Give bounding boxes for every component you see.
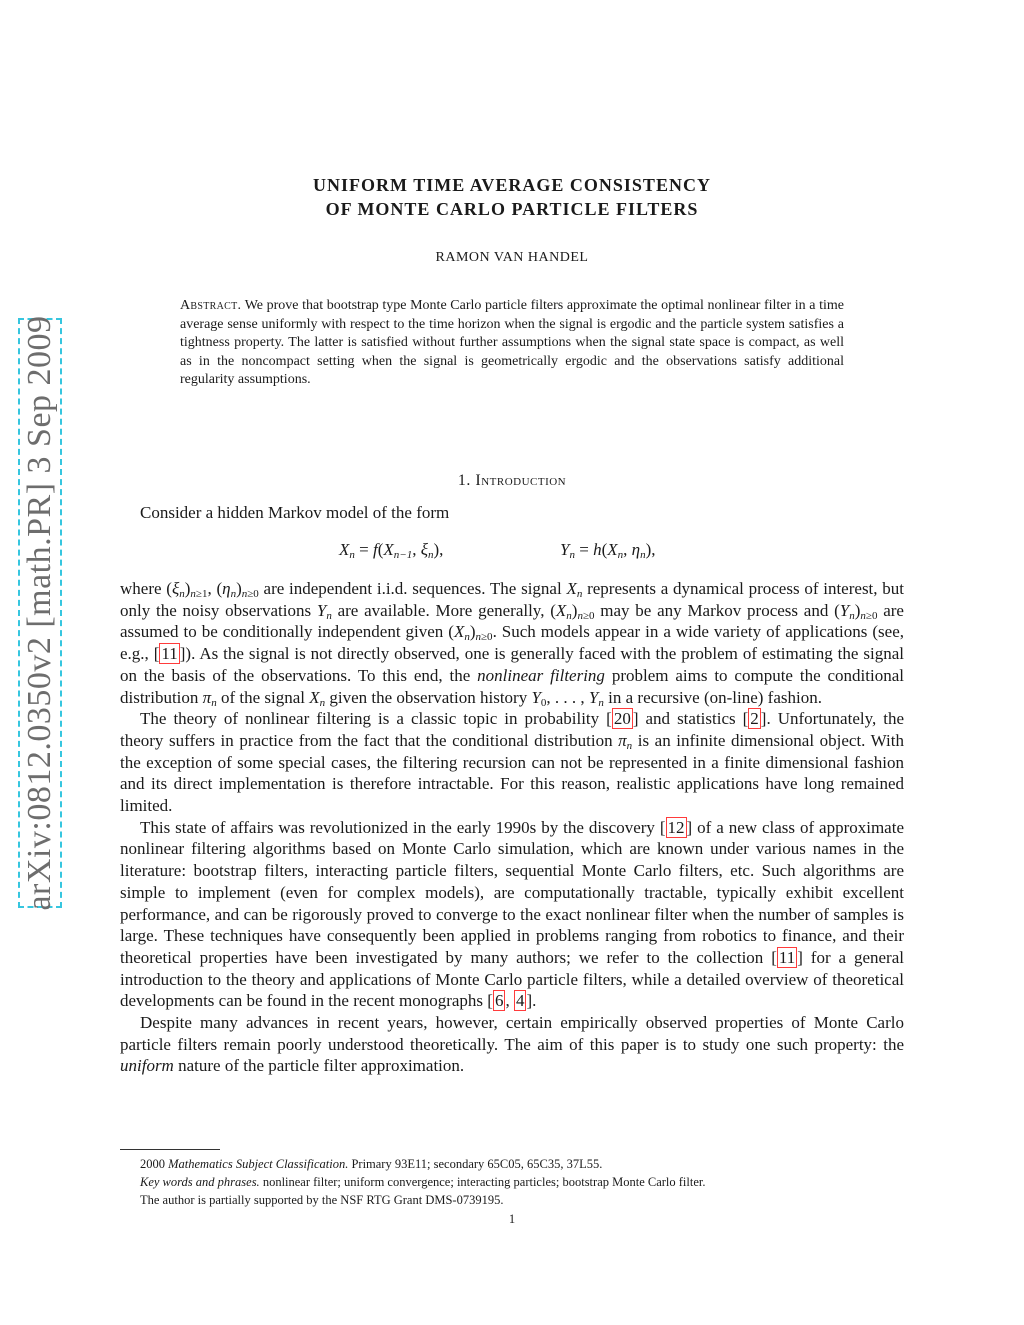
abstract: [180, 297, 844, 390]
citation-link[interactable]: 11: [161, 644, 178, 664]
paragraph: Despite many advances in recent years, however, certain empirically observed properties of Monte Carlo particle filters remain poorly understood theoretically. The aim of this paper is to study one such property: the uniform nature of the particle filter approximation.: [120, 1013, 904, 1076]
citation-link[interactable]: 11: [778, 947, 796, 967]
arxiv-stamp: [18, 315, 62, 911]
paper-title-line1: UNIFORM TIME AVERAGE CONSISTENCY: [313, 175, 711, 195]
footnotes: [140, 1155, 910, 1209]
paragraph: This state of affairs was revolutionized in the early 1990s by the discovery [ 12 ] of a new class of approximate nonlinear filtering algorithms based on Monte Carlo simulation, which are known under various names in the literature: bootstrap filters, interacting particle filters, sequential Monte Carlo filters, etc. Such algorithms are simple to implement (even for complex models), are computationally tractable, typically exhibit excellent performance, and can be rigorously proved to converge to the exact nonlinear filter when the number of samples is large. These techniques have consequently been applied in problems ranging from robotics to finance, and their theoretical properties have been investigated by many authors; we refer to the collection [ 11 ] for a general introduction to the theory and applications of Monte Carlo particle filters, while a detailed overview of theoretical developments can be found in the recent monographs [ 6 , 4 ].: [120, 817, 904, 1011]
page-number: 1: [508, 1212, 516, 1226]
citation-link[interactable]: 6: [494, 991, 504, 1011]
citation-link[interactable]: 20: [613, 709, 631, 729]
citation-link[interactable]: 4: [515, 991, 525, 1011]
footnote-classification: 2000 Mathematics Subject Classification. Primary 93E11; secondary 65C05, 65C35, 37L55.: [140, 1157, 603, 1171]
paragraph: where $(\xi_n)_{n\ge 1}$, $(\eta_n)_{n\ge 0}$ are independent i.i.d. sequences. The signal $X_n$ represents a dynamical process of interest, but only the noisy observations $Y_n$ are available. More generally, $(X_n)_{n\ge 0}$ may be any Markov process and $(Y_n)_{n\ge 0}$ are assumed to be conditionally independent given $(X_n)_{n\ge 0}$. Such models appear in a wide variety of applications (see, e.g., [ 11 ]). As the signal is not directly observed, one is generally faced with the problem of estimating the signal on the basis of the observations. To this end, the nonlinear filtering problem aims to compute the conditional distribution $\pi_n$ of the signal $X_n$ given the observation history $Y_0$, . . . , $Y_n$ in a recursive (on-line) fashion.: [120, 579, 904, 709]
arxiv-id: arXiv:0812.0350v2 [math.PR] 3 Sep 2009: [21, 315, 58, 911]
abstract-label: Abstract.: [180, 298, 242, 313]
author: RAMON VAN HANDEL: [435, 250, 589, 265]
paper-title-line2: OF MONTE CARLO PARTICLE FILTERS: [325, 199, 699, 219]
section-number: 1.: [457, 472, 471, 489]
section-heading: [0, 472, 1024, 490]
footnote-support: The author is partially supported by the NSF RTG Grant DMS-0739195.: [140, 1193, 504, 1207]
section-title: Introduction: [475, 472, 567, 489]
body-paragraphs: [120, 578, 904, 1077]
footnote-keywords: Key words and phrases. nonlinear filter; uniform convergence; interacting particles; bootstrap Monte Carlo filter.: [140, 1175, 706, 1189]
abstract-text: We prove that bootstrap type Monte Carlo particle filters approximate the optimal nonlinear filter in a time average sense uniformly with respect to the time horizon when the signal is ergodic and the particle system satisfies a tightness property. The latter is satisfied without further assumptions when the signal state space is compact, as well as in the noncompact setting when the signal is geometrically ergodic and the observations satisfy additional regularity assumptions.: [180, 298, 844, 387]
intro-line: Consider a hidden Markov model of the form: [140, 503, 450, 522]
footnote-rule: [120, 1149, 220, 1150]
citation-link[interactable]: 12: [667, 817, 685, 837]
paragraph: The theory of nonlinear filtering is a classic topic in probability [ 20 ] and statistics [ 2 ]. Unfortunately, the theory suffers in practice from the fact that the conditional distribution $\pi_n$ is an infinite dimensional object. With the exception of some special cases, the filtering recursion can not be represented in a finite dimensional fashion and its direct implementation is therefore intractable. For this reason, realistic applications have long remained limited.: [120, 709, 905, 816]
citation-link[interactable]: 2: [750, 709, 759, 729]
